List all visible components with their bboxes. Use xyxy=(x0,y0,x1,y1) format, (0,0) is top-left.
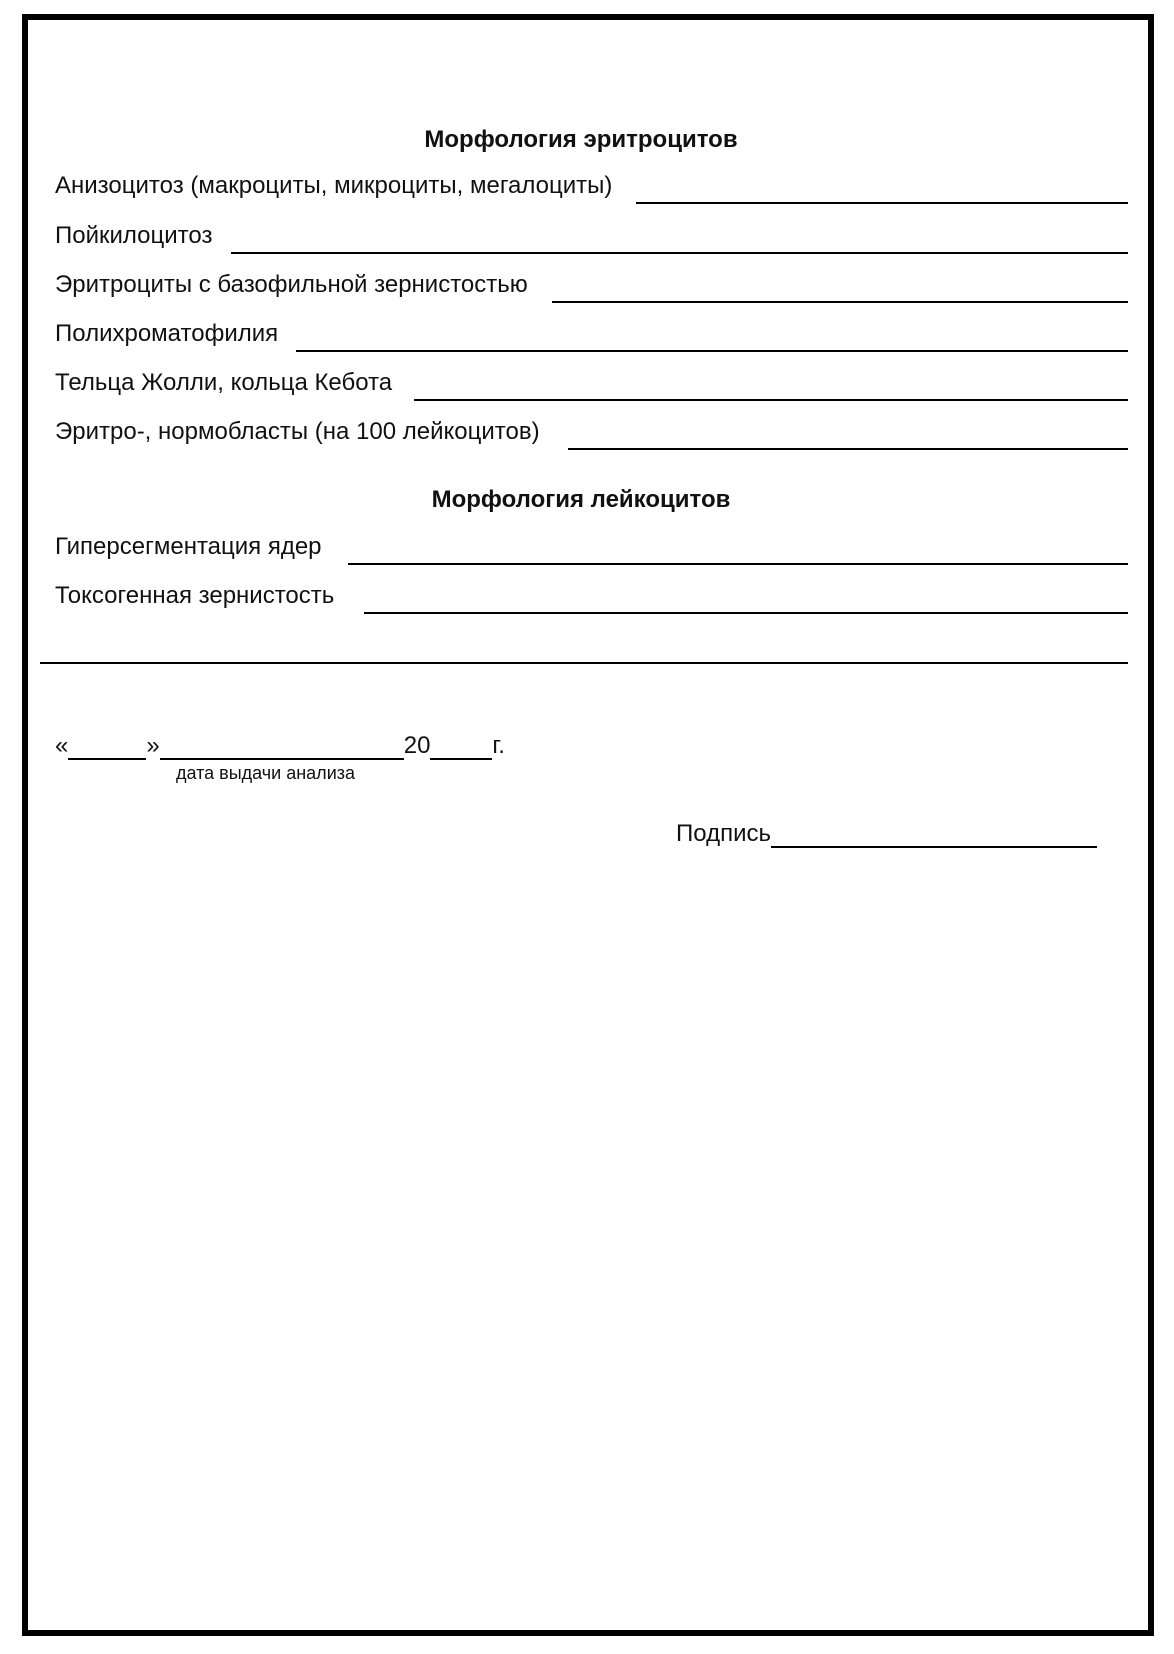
erythrocytes-heading: Морфология эритроцитов xyxy=(424,126,738,153)
year-suffix: г. xyxy=(492,732,505,759)
date-field xyxy=(55,730,505,760)
section-divider xyxy=(40,662,1128,664)
signature-blank[interactable] xyxy=(771,822,1097,848)
field-label: Тельца Жолли, кольца Кебота xyxy=(55,369,393,396)
field-blank-anisocytosis[interactable] xyxy=(636,201,1128,204)
field-blank-basophilic-stippling[interactable] xyxy=(552,300,1128,303)
field-label: Полихроматофилия xyxy=(55,320,279,347)
field-hypersegmentation xyxy=(55,533,1128,565)
field-normoblasts xyxy=(55,418,1128,450)
field-basophilic-stippling xyxy=(55,271,1128,303)
field-blank-polychromatophilia[interactable] xyxy=(296,349,1128,352)
field-blank-poikilocytosis[interactable] xyxy=(231,251,1129,254)
field-anisocytosis xyxy=(55,172,1128,204)
day-blank[interactable] xyxy=(68,734,146,760)
field-toxic-granulation xyxy=(55,582,1128,614)
close-quote: » xyxy=(146,732,160,759)
field-blank-normoblasts[interactable] xyxy=(568,447,1128,450)
field-label: Пойкилоцитоз xyxy=(55,222,213,249)
field-label: Гиперсегментация ядер xyxy=(55,533,322,560)
year-blank[interactable] xyxy=(430,734,492,760)
field-label: Анизоцитоз (макроциты, микроциты, мегалоциты) xyxy=(55,172,613,199)
month-blank[interactable] xyxy=(160,734,404,760)
field-blank-jolly-cabot[interactable] xyxy=(414,398,1128,401)
open-quote: « xyxy=(55,732,69,759)
leukocytes-heading: Морфология лейкоцитов xyxy=(431,486,731,513)
field-poikilocytosis xyxy=(55,222,1128,254)
field-jolly-cabot xyxy=(55,369,1128,401)
century: 20 xyxy=(403,732,431,759)
field-label: Токсогенная зернистость xyxy=(55,582,335,609)
signature-field xyxy=(676,818,1097,848)
field-blank-toxic-granulation[interactable] xyxy=(364,611,1128,614)
field-label: Эритро-, нормобласты (на 100 лейкоцитов) xyxy=(55,418,540,445)
field-blank-hypersegmentation[interactable] xyxy=(348,562,1128,565)
field-polychromatophilia xyxy=(55,320,1128,352)
field-label: Эритроциты с базофильной зернистостью xyxy=(55,271,528,298)
signature-label: Подпись xyxy=(676,820,771,847)
date-caption: дата выдачи анализа xyxy=(176,763,356,783)
